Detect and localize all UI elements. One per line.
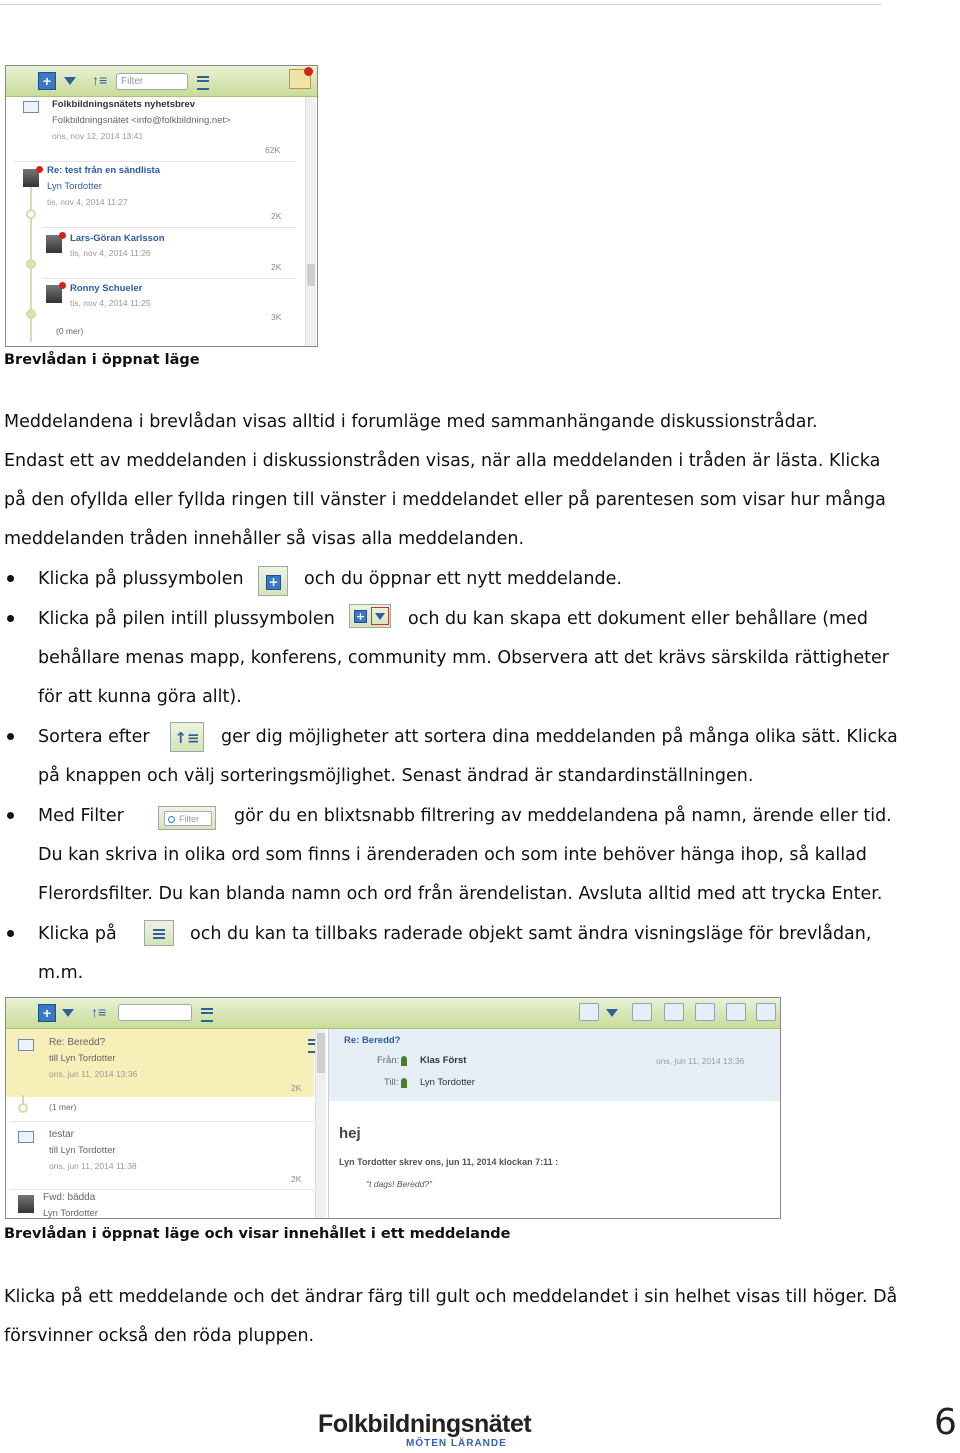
message-subject[interactable]: testar (49, 1129, 75, 1140)
bullet-text: och du öppnar ett nytt meddelande. (304, 569, 622, 589)
thread-ring-icon[interactable] (18, 1103, 28, 1113)
thread-ring-icon[interactable] (26, 309, 36, 319)
bullet-text: Med Filter (38, 806, 124, 826)
message-list (6, 97, 306, 346)
to-label: Till: (384, 1077, 399, 1088)
thread-ring-icon[interactable] (26, 259, 36, 269)
divider (42, 227, 296, 228)
mailbox-screenshot-2 (5, 997, 781, 1219)
filter-icon: Filter (158, 806, 216, 830)
message-recipient: till Lyn Tordotter (49, 1145, 116, 1156)
paragraph-line: Meddelandena i brevlådan visas alltid i forumläge med sammanhängande diskussionstrådar. (4, 412, 818, 432)
from-label: Från: (377, 1055, 400, 1066)
filter-input[interactable] (118, 1004, 192, 1021)
message-icon (18, 1131, 34, 1143)
message-size: 62K (265, 145, 281, 155)
message-subject[interactable]: Folkbildningsnätets nyhetsbrev (52, 99, 196, 110)
sort-button[interactable]: ↑≡ (92, 72, 108, 88)
mailbox-toolbar (6, 66, 317, 97)
paragraph-line: meddelanden tråden innehåller så visas alla meddelanden. (4, 529, 525, 549)
caption-1: Brevlådan i öppnat läge (4, 352, 200, 368)
footer-logo-text: Folkbildningsnätet (318, 1410, 532, 1438)
reply-dropdown-arrow-icon[interactable] (606, 1009, 618, 1017)
bullet-text: behållare menas mapp, konferens, community mm. Observera att det krävs särskilda rättigheter (38, 648, 889, 668)
bullet-text: Klicka på (38, 924, 117, 944)
body-title: hej (339, 1125, 361, 1142)
quote-text: "t dags! Beredd?" (366, 1179, 433, 1189)
bullet-text: och du kan skapa ett dokument eller behållare (med (408, 609, 868, 629)
thread-count[interactable]: (1 mer) (49, 1102, 77, 1112)
message-recipient: Lyn Tordotter (43, 1208, 98, 1219)
bullet-text: Flerordsfilter. Du kan blanda namn och ord från ärendelistan. Avsluta alltid med att trycka Enter. (38, 884, 883, 904)
top-rule (0, 4, 882, 5)
message-icon (18, 1039, 34, 1051)
page-number: 6 (934, 1402, 957, 1443)
message-date: tis, nov 4, 2014 11:25 (70, 298, 151, 308)
plus-with-arrow-icon: + (349, 604, 391, 628)
message-size: 3K (271, 312, 282, 322)
bullet (7, 733, 14, 740)
bullet-text: på knappen och välj sorteringsmöjlighet. Senast ändrad är standardinställningen. (38, 766, 754, 786)
message-sender: Lyn Tordotter (47, 181, 102, 192)
caption-2: Brevlådan i öppnat läge och visar innehållet i ett meddelande (4, 1226, 511, 1242)
reader-pane (328, 1029, 781, 1218)
reply-icon[interactable] (579, 1003, 599, 1021)
new-message-button[interactable]: + (38, 72, 56, 90)
message-date: tis, nov 4, 2014 11:27 (47, 197, 128, 207)
message-subject[interactable]: Re: Beredd? (49, 1037, 106, 1048)
sort-icon: ↑≡ (170, 722, 204, 752)
from-value[interactable]: Klas Först (420, 1055, 467, 1066)
create-dropdown-arrow-icon[interactable] (62, 1009, 74, 1017)
bullet-text: m.m. (38, 963, 84, 983)
bullet-text: Klicka på pilen intill plussymbolen (38, 609, 335, 629)
create-dropdown-arrow-icon[interactable] (64, 77, 76, 85)
menu-icon (144, 920, 174, 946)
mailbox-icon (289, 69, 311, 89)
menu-icon[interactable] (197, 76, 209, 90)
scrollbar[interactable] (315, 1029, 326, 1218)
message-sender: Folkbildningsnätet <info@folkbildning.net> (52, 115, 231, 126)
avatar (23, 169, 39, 187)
message-subject[interactable]: Re: test från en sändlista (47, 165, 160, 176)
forward-icon[interactable] (632, 1003, 652, 1021)
paragraph-line: på den ofyllda eller fyllda ringen till vänster i meddelandet eller på parentesen som visar hur många (4, 490, 886, 510)
message-size: 2K (271, 262, 282, 272)
divider (42, 278, 296, 279)
avatar (18, 1195, 34, 1213)
print-icon[interactable] (726, 1003, 746, 1021)
footer-logo (318, 1410, 538, 1452)
message-size: 2K (291, 1083, 302, 1093)
newsletter-icon (23, 101, 39, 113)
message-date: tis, nov 4, 2014 11:26 (70, 248, 151, 258)
message-date: ons, jun 11, 2014 13:36 (49, 1069, 138, 1079)
quote-header: Lyn Tordotter skrev ons, jun 11, 2014 klockan 7:11 : (339, 1157, 559, 1167)
scrollbar-thumb[interactable] (307, 264, 315, 286)
plus-icon: + (258, 566, 288, 596)
footer-tagline: MÖTEN LÄRANDE (406, 1438, 507, 1449)
avatar (46, 235, 62, 253)
to-value[interactable]: Lyn Tordotter (420, 1077, 475, 1088)
bullet (7, 615, 14, 622)
bullet-text: Sortera efter (38, 727, 150, 747)
sort-button[interactable]: ↑≡ (91, 1004, 107, 1020)
bullet-text: för att kunna göra allt). (38, 687, 242, 707)
reader-date: ons, jun 11, 2014 13:36 (656, 1056, 745, 1066)
bullet-text: gör du en blixtsnabb filtrering av meddelandena på namn, ärende eller tid. (234, 806, 892, 826)
move-icon[interactable] (664, 1003, 684, 1021)
bullet-text: Du kan skriva in olika ord som finns i ärenderaden och som inte behöver hänga ihop, så kallad (38, 845, 867, 865)
message-date: ons, jun 11, 2014 11:38 (49, 1161, 137, 1171)
paragraph-line: försvinner också den röda pluppen. (4, 1326, 315, 1346)
paragraph-line: Endast ett av meddelanden i diskussionstråden visas, när alla meddelanden i tråden är lästa. Klicka (4, 451, 881, 471)
more-icon[interactable] (756, 1003, 776, 1021)
scrollbar-thumb[interactable] (317, 1033, 325, 1073)
paragraph-line: Klicka på ett meddelande och det ändrar färg till gult och meddelandet i sin helhet visas till höger. Då (4, 1287, 898, 1307)
bullet (7, 575, 14, 582)
reader-header (329, 1029, 781, 1101)
message-subject[interactable]: Fwd: bädda (43, 1192, 96, 1203)
message-recipient: till Lyn Tordotter (49, 1053, 116, 1064)
scrollbar[interactable] (305, 97, 316, 346)
divider (14, 161, 296, 162)
thread-ring-icon[interactable] (26, 209, 36, 219)
reader-subject: Re: Beredd? (344, 1035, 401, 1046)
bullet-text: ger dig möjligheter att sortera dina meddelanden på många olika sätt. Klicka (221, 727, 898, 747)
divider (10, 1121, 314, 1122)
thread-count[interactable]: (0 mer) (56, 326, 84, 336)
mailbox-toolbar (6, 998, 780, 1029)
delete-icon[interactable] (695, 1003, 715, 1021)
message-date: ons, nov 12, 2014 13:41 (52, 131, 144, 141)
message-size: 2K (291, 1174, 302, 1184)
avatar (46, 285, 62, 303)
message-list (6, 1029, 326, 1218)
message-size: 2K (271, 211, 282, 221)
divider (10, 1189, 314, 1190)
message-sender[interactable]: Lars-Göran Karlsson (70, 233, 165, 244)
menu-icon[interactable] (201, 1008, 213, 1022)
bullet-text: och du kan ta tillbaks raderade objekt samt ändra visningsläge för brevlådan, (190, 924, 872, 944)
bullet (7, 812, 14, 819)
person-icon (401, 1078, 407, 1088)
bullet-text: Klicka på plussymbolen (38, 569, 244, 589)
mailbox-screenshot-1 (5, 65, 318, 347)
message-sender[interactable]: Ronny Schueler (70, 283, 143, 294)
person-icon (401, 1056, 407, 1066)
filter-input[interactable]: Filter (116, 73, 188, 90)
new-message-button[interactable]: + (38, 1004, 56, 1022)
bullet (7, 930, 14, 937)
